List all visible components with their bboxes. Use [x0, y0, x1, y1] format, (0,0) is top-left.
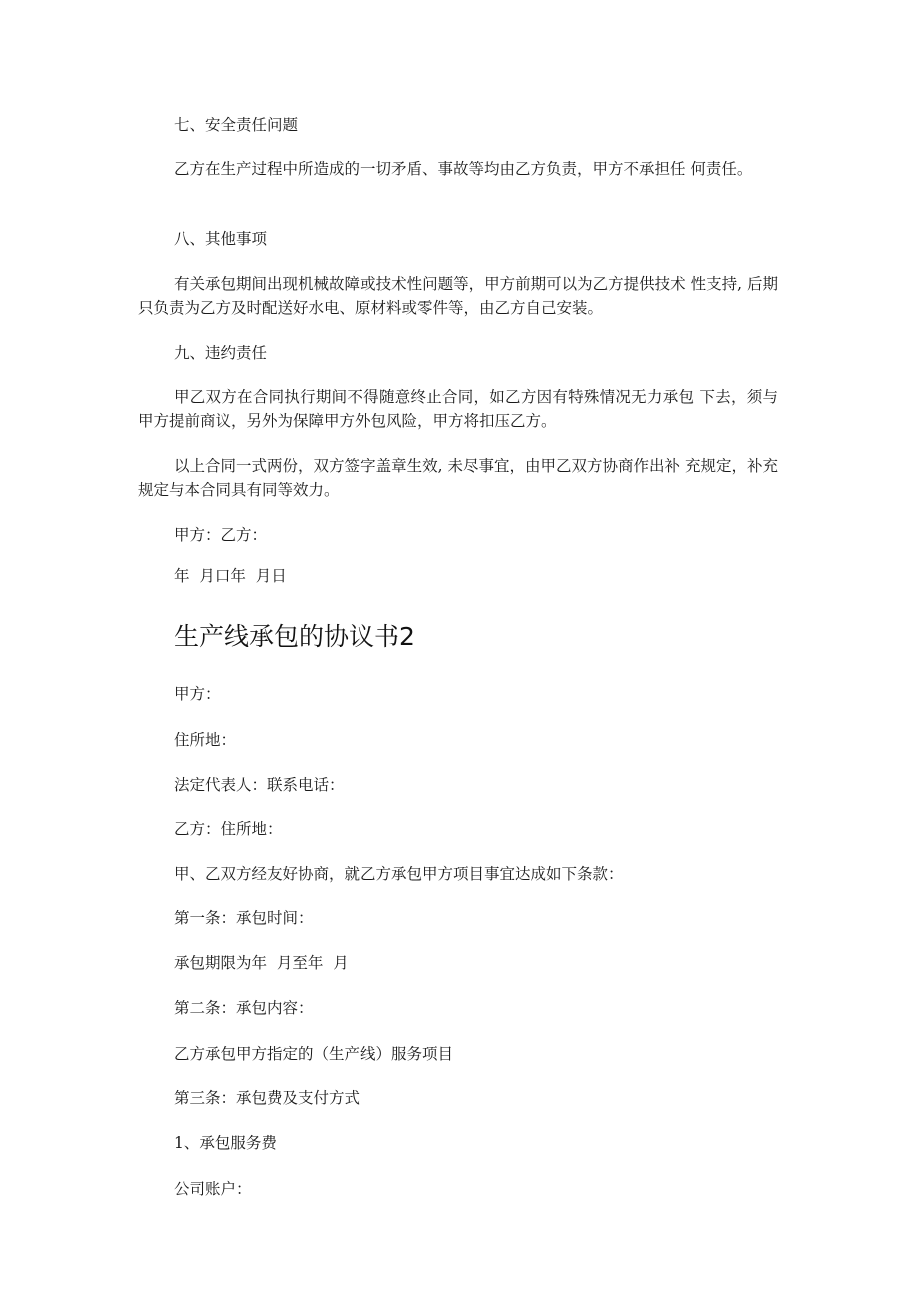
article-1-title: 第一条：承包时间： [174, 909, 314, 927]
article-2-title: 第二条：承包内容： [174, 999, 314, 1017]
section-9-body: 甲乙双方在合同执行期间不得随意终止合同，如乙方因有特殊情况无力承包 下去，须与甲方提前商议，另外为保障甲方外包风险，甲方将扣压乙方。 [138, 388, 778, 430]
section-8-body: 有关承包期间出现机械故障或技术性问题等，甲方前期可以为乙方提供技术 性支持, 后期只负责为乙方及时配送好水电、原材料或零件等，由乙方自己安装。 [138, 275, 778, 317]
article-1-body: 承包期限为年 月至年 月 [174, 954, 349, 972]
closing-paragraph: 以上合同一式两份，双方签字盖章生效, 未尽事宜，由甲乙双方协商作出补 充规定，补充规定与本合同具有同等效力。 [138, 457, 778, 499]
party-a-label: 甲方： [174, 685, 221, 703]
party-b-label: 乙方：住所地： [174, 820, 283, 838]
agreement-intro: 甲、乙双方经友好协商，就乙方承包甲方项目事宜达成如下条款： [174, 865, 624, 883]
article-3-item-1: 1、承包服务费 [174, 1134, 277, 1152]
section-7-body: 乙方在生产过程中所造成的一切矛盾、事故等均由乙方负责，甲方不承担任 何责任。 [174, 160, 753, 178]
address-label: 住所地： [174, 731, 237, 749]
article-3-title: 第三条：承包费及支付方式 [174, 1089, 361, 1107]
document-2-title: 生产线承包的协议书2 [174, 622, 415, 651]
section-7-title: 七、安全责任问题 [174, 116, 299, 134]
legal-representative-label: 法定代表人：联系电话： [174, 776, 345, 794]
article-2-body: 乙方承包甲方指定的（生产线）服务项目 [174, 1045, 454, 1063]
signature-parties: 甲方：乙方： [174, 526, 268, 544]
section-8-title: 八、其他事项 [174, 230, 268, 248]
signature-date: 年 月口年 月日 [174, 567, 287, 585]
section-9-title: 九、违约责任 [174, 344, 268, 362]
company-account-label: 公司账户： [174, 1180, 252, 1198]
